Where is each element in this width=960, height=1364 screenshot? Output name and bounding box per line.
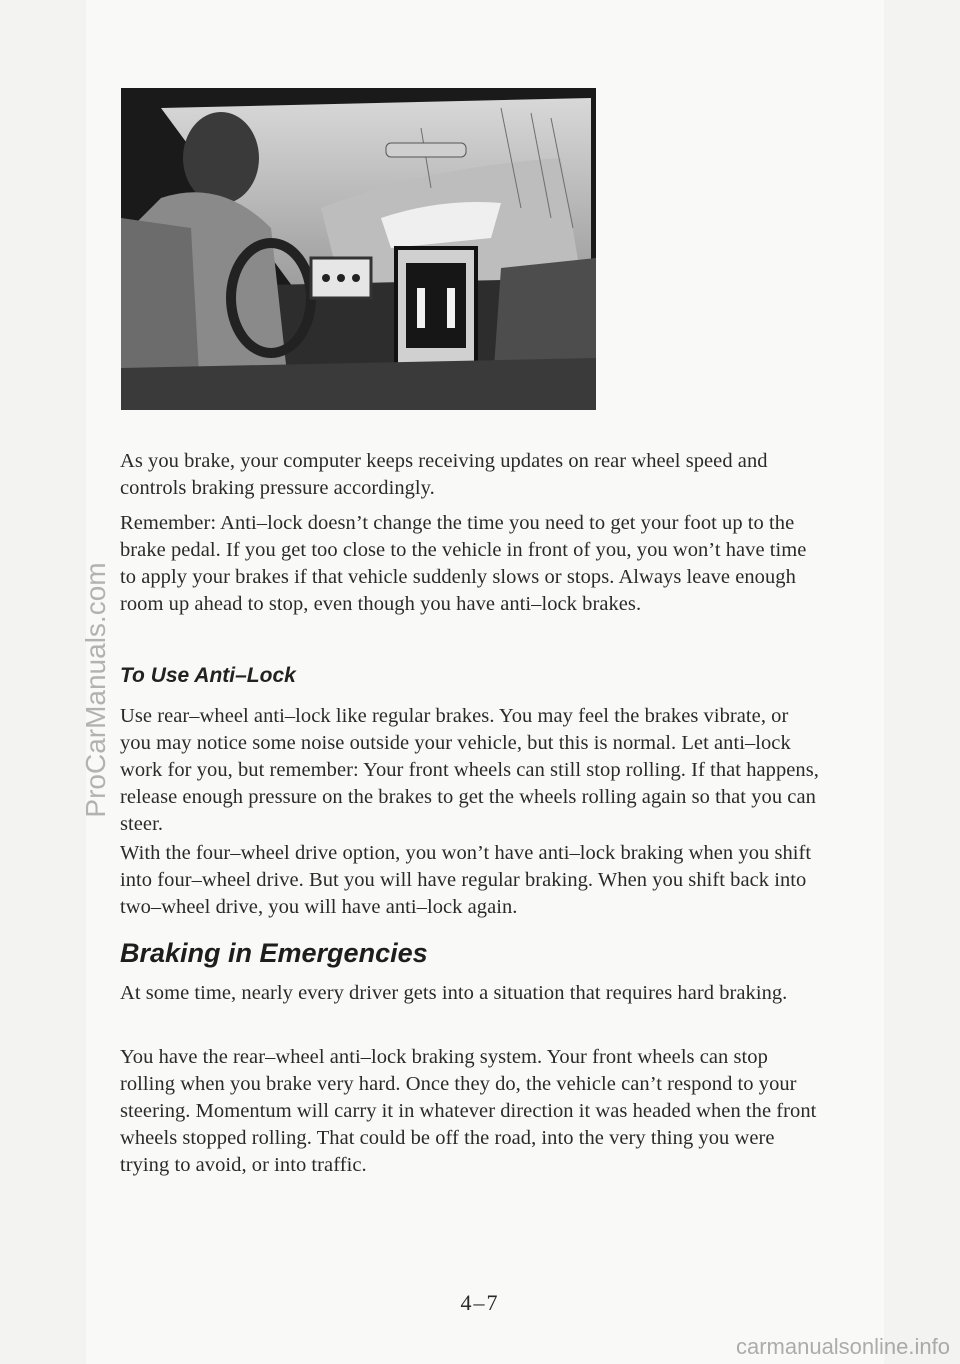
paragraph-text: At some time, nearly every driver gets into a situation that requires hard braking. [120, 982, 788, 1004]
paragraph-text: Remember: Anti–lock doesn’t change the time you need to get your foot up to the brake pedal. If you get too close to the vehicle in front of you, you won’t have time to apply your brakes if that vehicle suddenly slows or stops. Always leave enough room up ahead to stop, even though you have anti–lock brakes. [120, 512, 807, 615]
paragraph-four-wheel-drive [120, 840, 820, 921]
driver-braking-photo [121, 88, 596, 410]
paragraph-text: Use rear–wheel anti–lock like regular brakes. You may feel the brakes vibrate, or you may notice some noise outside your vehicle, but this is normal. Let anti–lock work for you, but remember: Your front wheels can still stop rolling. If that happens, release enough pressure on the brakes to get the wheels rolling again so that you can steer. [120, 705, 819, 835]
paragraph-text: With the four–wheel drive option, you won’t have anti–lock braking when you shift into four–wheel drive. But you will have regular braking. When you shift back into two–wheel drive, you will have anti–lock again. [120, 842, 812, 918]
section-heading: Braking in Emergencies [120, 938, 428, 968]
paragraph-hard-braking [120, 980, 820, 1007]
paragraph-text: As you brake, your computer keeps receiving updates on rear wheel speed and controls braking pressure accordingly. [120, 450, 768, 499]
heading-braking-in-emergencies [120, 938, 820, 969]
paragraph-use-anti-lock [120, 703, 820, 838]
page-number: 4–7 [460, 1290, 500, 1315]
bottom-watermark: carmanualsonline.info [735, 1334, 950, 1359]
heading-to-use-anti-lock [120, 664, 820, 688]
paragraph-text: You have the rear–wheel anti–lock braking system. Your front wheels can stop rolling when you brake very hard. Once they do, the vehicle can’t respond to your steering. Momentum will carry it in whatever direction it was headed when the front wheels stopped rolling. That could be off the road, into the very thing you were trying to avoid, or into traffic. [120, 1046, 817, 1176]
paragraph-rear-wheel-system [120, 1044, 820, 1179]
section-heading: To Use Anti–Lock [120, 664, 296, 687]
paragraph-remember [120, 510, 820, 618]
side-watermark: ProCarManuals.com [80, 562, 111, 818]
paragraph-computer-updates [120, 448, 820, 502]
